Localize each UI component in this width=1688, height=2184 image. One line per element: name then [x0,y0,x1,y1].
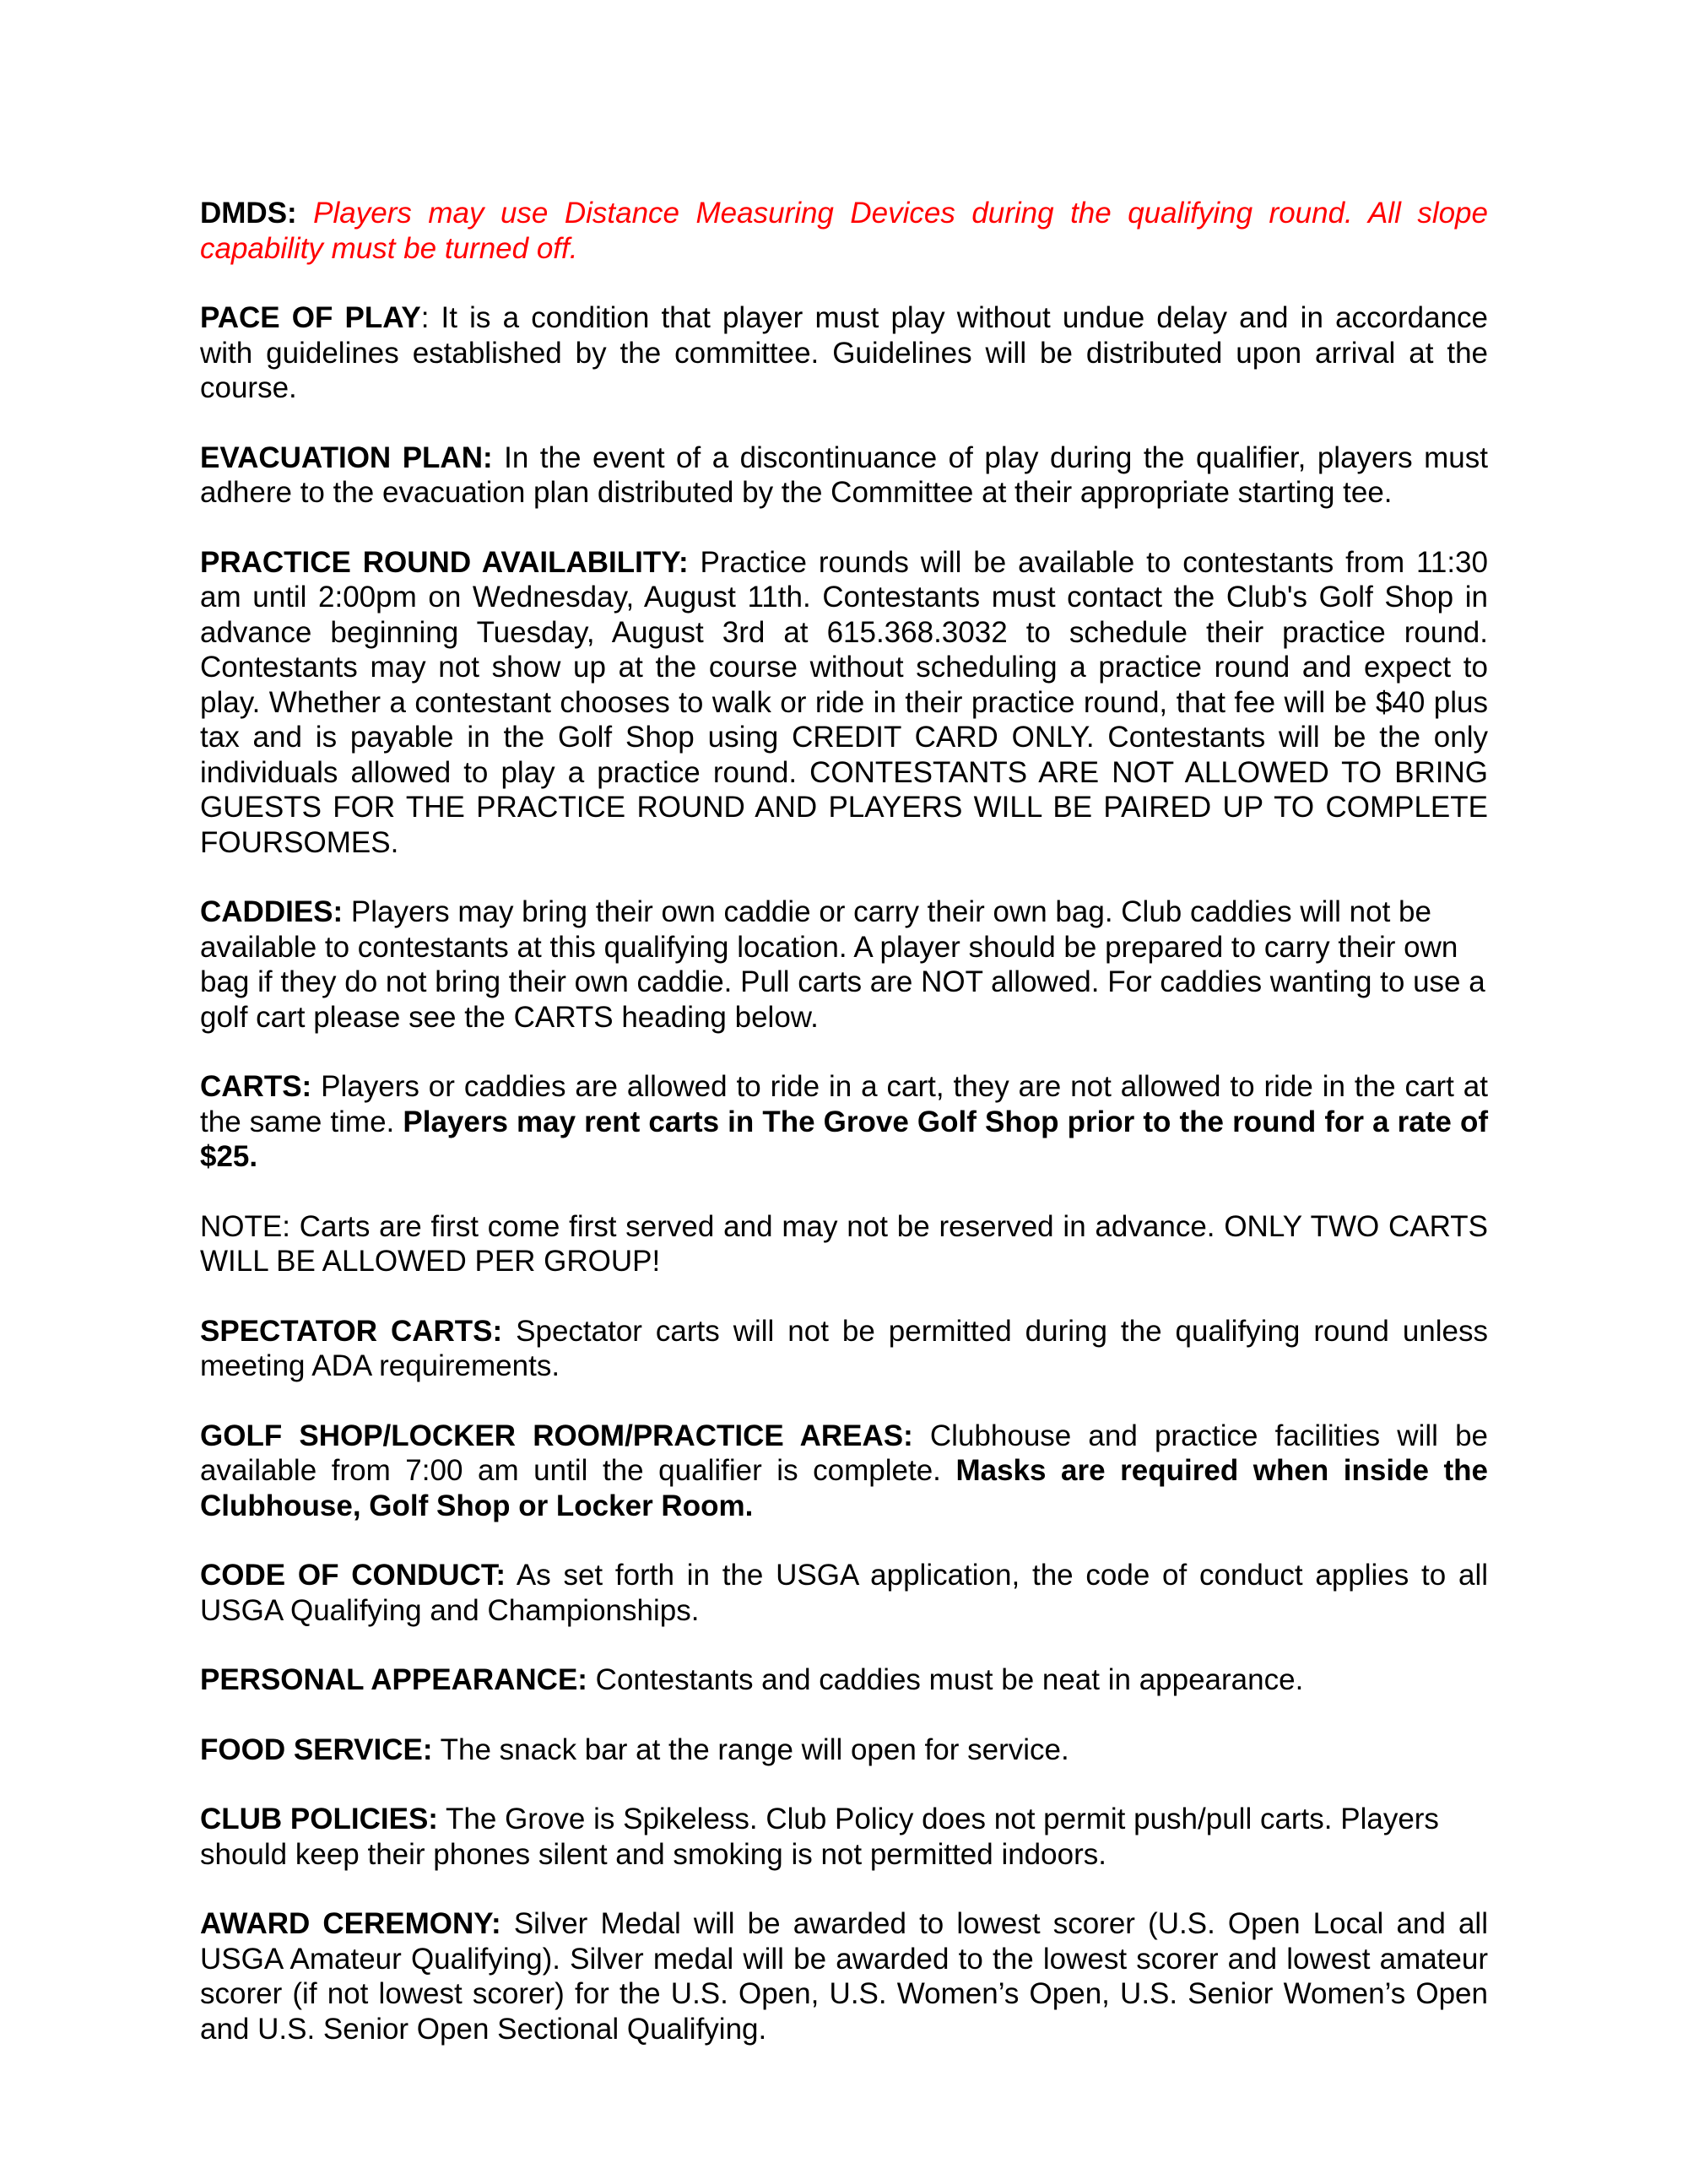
section-practice-round [200,545,1488,861]
code-of-conduct-text: As set forth in the USGA application, the code of conduct applies to all USGA Qualifying and Championships. [200,1559,1488,1627]
pace-of-play-text: : It is a condition that player must play without undue delay and in accordance with guidelines established by the committee. Guidelines will be distributed upon arrival at the course. [200,301,1489,404]
evacuation-plan-heading: EVACUATION PLAN: [200,441,493,474]
section-food-service [200,1733,1488,1768]
section-caddies [200,895,1488,1035]
carts-bold-text: Players may rent carts in The Grove Golf Shop prior to the round for a rate of $25. [200,1105,1488,1173]
carts-text: Players or caddies are allowed to ride in a cart, they are not allowed to ride in the cart at the same time. [200,1070,1488,1138]
section-award-ceremony [200,1906,1488,2046]
section-golf-shop [200,1419,1488,1524]
section-pace-of-play [200,300,1488,406]
section-note [200,1209,1488,1279]
award-ceremony-heading: AWARD CEREMONY: [200,1907,501,1940]
dmds-text: Players may use Distance Measuring Devices during the qualifying round. All slope capability must be turned off. [200,197,1488,265]
section-dmds [200,196,1488,266]
club-policies-text: The Grove is Spikeless. Club Policy does not permit push/pull carts. Players should keep their phones silent and smoking is not permitted indoors. [200,1803,1439,1871]
dmds-heading: DMDS: [200,197,297,230]
document-page [200,196,1488,2081]
spectator-carts-heading: SPECTATOR CARTS: [200,1314,503,1348]
golf-shop-text: Clubhouse and practice facilities will be available from 7:00 am until the qualifier is complete. [200,1419,1488,1487]
section-evacuation-plan [200,441,1488,511]
practice-round-heading: PRACTICE ROUND AVAILABILITY: [200,545,689,579]
section-club-policies [200,1802,1488,1872]
practice-round-text: Practice rounds will be available to contestants from 11:30 am until 2:00pm on Wednesday, August 11th. Contestants must contact the Club's Golf Shop in advance beginning Tuesday, August 3rd at 615.368.3032 to schedule their practice round. Contestants may not show up at the course without scheduling a practice round and expect to play. Whether a contestant chooses to walk or ride in their practice round, that fee will be $40 plus tax and is payable in the Golf Shop using CREDIT CARD ONLY. Contestants will be the only individuals allowed to play a practice round. CONTESTANTS ARE NOT ALLOWED TO BRING GUESTS FOR THE PRACTICE ROUND AND PLAYERS WILL BE PAIRED UP TO COMPLETE FOURSOMES. [200,545,1488,859]
personal-appearance-heading: PERSONAL APPEARANCE: [200,1663,587,1696]
award-ceremony-text: Silver Medal will be awarded to lowest scorer (U.S. Open Local and all USGA Amateur Qualifying). Silver medal will be awarded to the lowest scorer and lowest amateur scorer (if not lowest scorer) for the U.S. Open, U.S. Women’s Open, U.S. Senior Women’s Open and U.S. Senior Open Sectional Qualifying. [200,1907,1488,2046]
food-service-text: The snack bar at the range will open for service. [432,1733,1069,1766]
golf-shop-bold-text: Masks are required when inside the Clubhouse, Golf Shop or Locker Room. [200,1454,1489,1522]
carts-heading: CARTS: [200,1070,312,1103]
evacuation-plan-text: In the event of a discontinuance of play during the qualifier, players must adhere to the evacuation plan distributed by the Committee at their appropriate starting tee. [200,441,1488,509]
personal-appearance-text: Contestants and caddies must be neat in appearance. [587,1663,1304,1696]
note-text: NOTE: Carts are first come first served and may not be reserved in advance. ONLY TWO CARTS WILL BE ALLOWED PER GROUP! [200,1209,1488,1278]
section-carts [200,1069,1488,1175]
club-policies-heading: CLUB POLICIES: [200,1803,438,1835]
section-code-of-conduct [200,1558,1488,1628]
golf-shop-heading: GOLF SHOP/LOCKER ROOM/PRACTICE AREAS: [200,1419,913,1452]
spectator-carts-text: Spectator carts will not be permitted during the qualifying round unless meeting ADA requirements. [200,1314,1488,1382]
section-personal-appearance [200,1662,1488,1698]
pace-of-play-heading: PACE OF PLAY [200,301,421,334]
section-spectator-carts [200,1314,1488,1384]
caddies-text: Players may bring their own caddie or carry their own bag. Club caddies will not be available to contestants at this qualifying location. A player should be prepared to carry their own bag if they do not bring their own caddie. Pull carts are NOT allowed. For caddies wanting to use a golf cart please see the CARTS heading below. [200,895,1485,1034]
caddies-heading: CADDIES: [200,895,344,928]
code-of-conduct-heading: CODE OF CONDUCT: [200,1559,506,1592]
food-service-heading: FOOD SERVICE: [200,1733,433,1766]
